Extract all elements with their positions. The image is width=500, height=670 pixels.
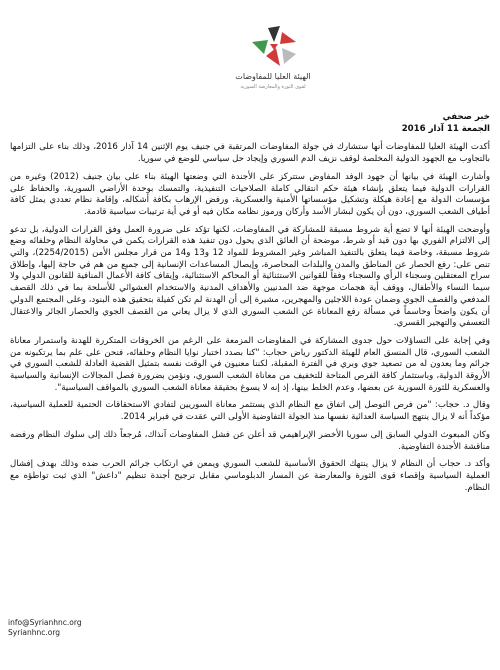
document-date: الجمعة 11 آذار 2016 <box>401 123 490 134</box>
paragraph-7: وأكد د. حجاب أن النظام لا يزال ينتهك الحقوق الأساسية للشعب السوري ويمعن في ارتكاب جرائم الحرب ضده وذلك بهدف إفشال العملية السياسية وإقصاء قوى الثورة والمعارضة عن المسار الدبلوماسي مقابل ترجيح أجندة تنظيم "داعش" الذي ثبت تواطؤه مع النظام. <box>10 459 490 493</box>
paragraph-6: وكان المبعوث الدولي السابق إلى سوريا الأخضر الإبراهيمي قد أعلن عن فشل المفاوضات آنذاك، مُرجعاً ذلك إلى سلوك النظام ورفضه مناقشة الأجندة التفاوضية. <box>10 429 490 452</box>
org-logo <box>208 22 348 102</box>
contact-footer <box>8 618 82 638</box>
contact-email[interactable]: info@Syrianhnc.org <box>8 618 82 627</box>
paragraph-5: وقال د. حجاب: "من فرص التوصل إلى اتفاق مع النظام الذي يستثمر معاناة السوريين لتفادي الاستحقاقات الحتمية للعملية السياسية، مؤكداً أنه لا يزال ينتهج السياسة العدائية نفسها منذ الجولة التفاوضية الأولى التي عقدت في فبراير 2014. <box>10 400 490 423</box>
article-body <box>10 112 490 494</box>
paragraph-3: وأوضحت الهيئة أنها لا تضع أية شروط مسبقة للمشاركة في المفاوضات، لكنها تؤكد على ضرورة العمل وفق القرارات الدولية، بل تدعو إلى الالتزام الفوري بها دون قيد أو شرط، موضحة أن العائق الذي يحول دون تنفيذ هذه القرارات يكمن في محاولة النظام وحلفائه وضع شروط مسبقة، وخاصة فيما يتعلق بالتنفيذ المباشر وغير المشروط للمواد 12 و13 و14 من قرار مجلس الأمن (2254/2015)، والتي تنص على: رفع الحصار عن المناطق والمدن والبلدات المحاصرة، وإيصال المساعدات الإنسانية إلى جميع من هم في حاجة إليها، وإطلاق سراح المعتقلين وسجناء الرأي والسجناء وفقاً للقوانين الاستثنائية أو المحاكم الاستثنائية، وإيقاف كافة الأعمال المنافية للقانون الدولي ولا سيما النساء والأطفال، ووقف أية هجمات موجهة ضد المدنيين والأهداف المدنية والاستخدام العشوائي للأسلحة بما في ذلك القصف المدفعي والقصف الجوي وضمان عودة اللاجئين والمهجرين، مشيرة إلى أن الهدنة لم تكن كفيلة بتحقيق هذه البنود، وعلى المجتمع الدولي أن يكون واضحاً وحاسماً في مسألة رفع المعاناة عن الشعب السوري الذي لا يزال يعاني من القصف الجوي والحصار الجائر والاعتقال التعسفي والتهجير القسري. <box>10 224 490 329</box>
paragraph-4: وفي إجابة على التساؤلات حول جدوى المشاركة في المفاوضات المزمعة على الرغم من الخروقات المتكررة للهدنة واستمرار معاناة الشعب السوري، قال المنسق العام للهيئة الدكتور رياض حجاب: "كنا بصدد اختبار نوايا النظام وحلفائه، فنحن على علم بما يرتكبونه من جرائم وما يعدون له من تصعيد جوي وبري في الفترة المقبلة، لكننا معنيون في الوقت نفسه بتمثيل القضية العادلة للشعب السوري في الأروقة الدولية، وباستثمار كافة الفرص المتاحة للتخفيف من معاناة الشعب السوري، ونؤمن بضرورة فصل المجالات الإنسانية والسياسية والعسكرية للثورة السورية عن بعضها، وعدم الخلط بينها، إذ إنه لا يسوغ بحقيقة معاناة الشعب السوري بالمواقف السياسية". <box>10 335 490 393</box>
website-link[interactable]: Syrianhnc.org <box>8 628 61 637</box>
org-subtitle: لقوى الثورة والمعارضة السورية <box>240 84 306 90</box>
star-logo-icon <box>246 22 302 72</box>
paragraph-1: أكدت الهيئة العليا للمفاوضات أنها ستشارك في جولة المفاوضات المرتقبة في جنيف يوم الإثنين 14 آذار 2016، وذلك بناء على التزامها بالتجاوب مع الجهود الدولية المخلصة لوقف نزيف الدم السوري وإيجاد حل سياسي للوضع في سوريا. <box>10 142 491 165</box>
document-type-label: خبر صحفي <box>442 112 490 122</box>
paragraph-2: وأشارت الهيئة في بيانها أن جهود الوفد المفاوض ستتركز على الأجندة التي وضعتها الهيئة بناء على بيان جنيف (2012) وغيره من القرارات الدولية فيما يتعلق بإنشاء هيئة حكم انتقالي كاملة الصلاحيات التنفيذية، والتمسك بوحدة الأراضي السورية، والحفاظ على مؤسسات الدولة مع إعادة هيكلة وتشكيل مؤسساتها الأمنية والعسكرية، ورفض الإرهاب بكافة أشكاله، وإقامة نظام تعددي يمثل كافة أطياف الشعب السوري، دون أن يكون لبشار الأسد وأركان ورموز نظامه مكان فيه أو في أية ترتيبات سياسية قادمة. <box>10 171 490 217</box>
org-name: الهيئة العليا للمفاوضات <box>235 72 311 81</box>
